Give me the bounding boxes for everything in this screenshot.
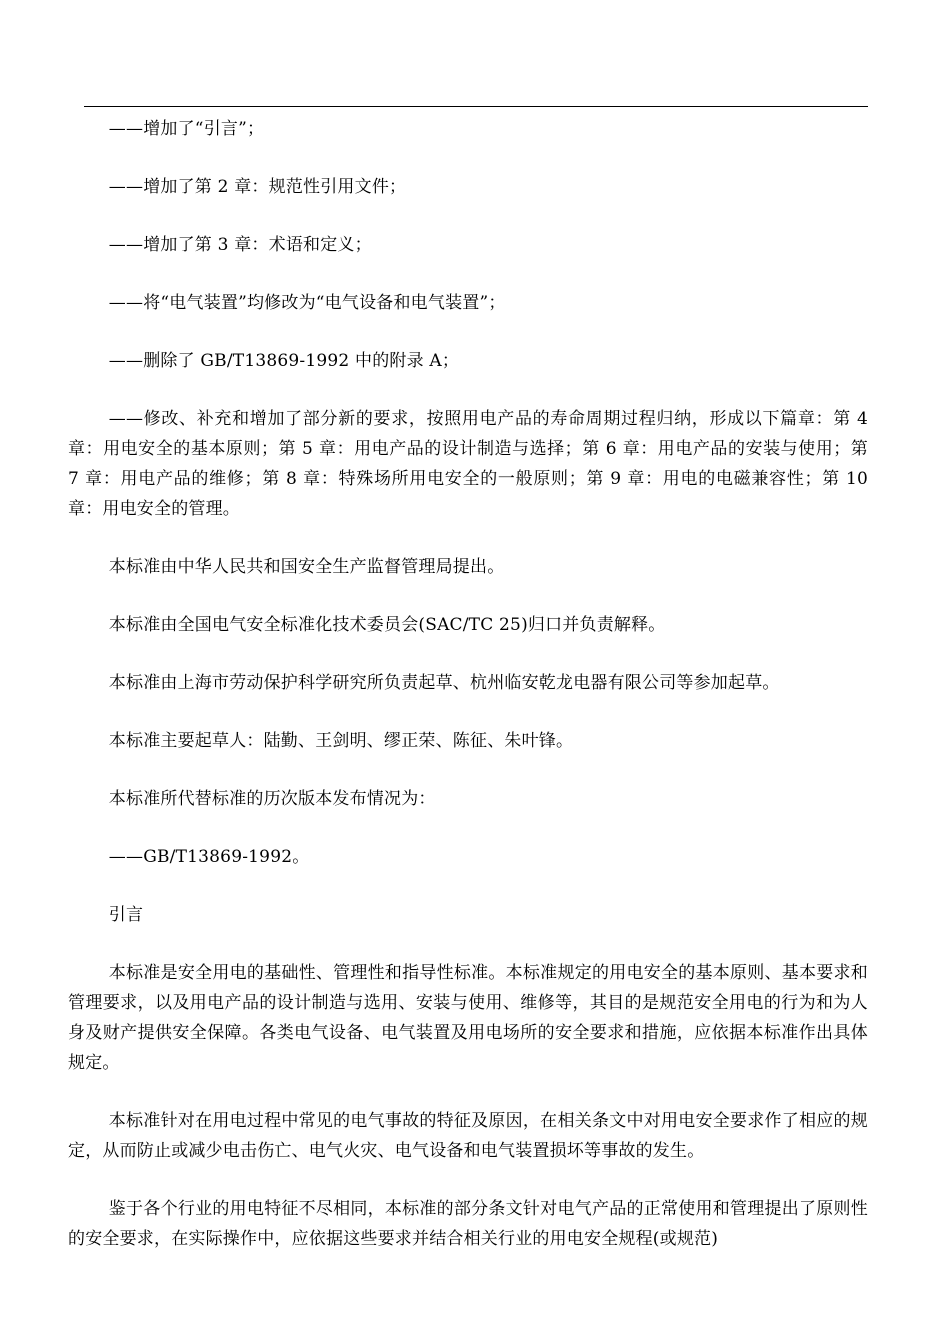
paragraph-drafting-organizations: 本标准由上海市劳动保护科学研究所负责起草、杭州临安乾龙电器有限公司等参加起草。: [108, 673, 780, 693]
paragraph-introduction-1: 本标准是安全用电的基础性、管理性和指导性标准。本标准规定的用电安全的基本原则、基本要求和管理要求，以及用电产品的设计制造与选用、安装与使用、维修等，其目的是规范安全用电的行为和为人身及财产提供安全保障。各类电气设备、电气装置及用电场所的安全要求和措施，应依据本标准作出具体规定。: [68, 963, 868, 1073]
paragraph-responsible-committee: 本标准由全国电气安全标准化技术委员会(SAC/TC 25)归口并负责解释。: [108, 615, 666, 635]
section-heading-introduction: 引言: [108, 905, 144, 925]
paragraph-introduction-2: 本标准针对在用电过程中常见的电气事故的特征及原因，在相关条文中对用电安全要求作了相应的规定，从而防止或减少电击伤亡、电气火灾、电气设备和电气装置损坏等事故的发生。: [68, 1111, 868, 1161]
header-rule: [84, 106, 868, 107]
paragraph-change-chapter-3: ——增加了第 3 章：术语和定义；: [108, 235, 372, 255]
paragraph-change-terminology: ——将“电气装置”均修改为“电气设备和电气装置”；: [108, 293, 506, 313]
document-body: [68, 114, 868, 1282]
paragraph-version-history-intro: 本标准所代替标准的历次版本发布情况为：: [108, 789, 436, 809]
paragraph-change-foreword: ——增加了“引言”；: [108, 119, 265, 139]
paragraph-drafters: 本标准主要起草人：陆勤、王剑明、缪正荣、陈征、朱叶锋。: [108, 731, 574, 751]
paragraph-proposer: 本标准由中华人民共和国安全生产监督管理局提出。: [108, 557, 505, 577]
paragraph-change-chapter-2: ——增加了第 2 章：规范性引用文件；: [108, 177, 407, 197]
paragraph-change-chapters-list: ——修改、补充和增加了部分新的要求，按照用电产品的寿命周期过程归纳，形成以下篇章：第 4 章：用电安全的基本原则；第 5 章：用电产品的设计制造与选择；第 6 章：用电产品的安装与使用；第 7 章：用电产品的维修；第 8 章：特殊场所用电安全的一般原则；第 9 章：用电的电磁兼容性；第 10 章：用电安全的管理。: [68, 409, 868, 519]
paragraph-change-annex: ——删除了 GB/T13869-1992 中的附录 A；: [108, 351, 460, 371]
paragraph-introduction-3: 鉴于各个行业的用电特征不尽相同，本标准的部分条文针对电气产品的正常使用和管理提出了原则性的安全要求，在实际操作中，应依据这些要求并结合相关行业的用电安全规程(或规范): [68, 1199, 868, 1249]
paragraph-version-history-item: ——GB/T13869-1992。: [108, 847, 310, 867]
